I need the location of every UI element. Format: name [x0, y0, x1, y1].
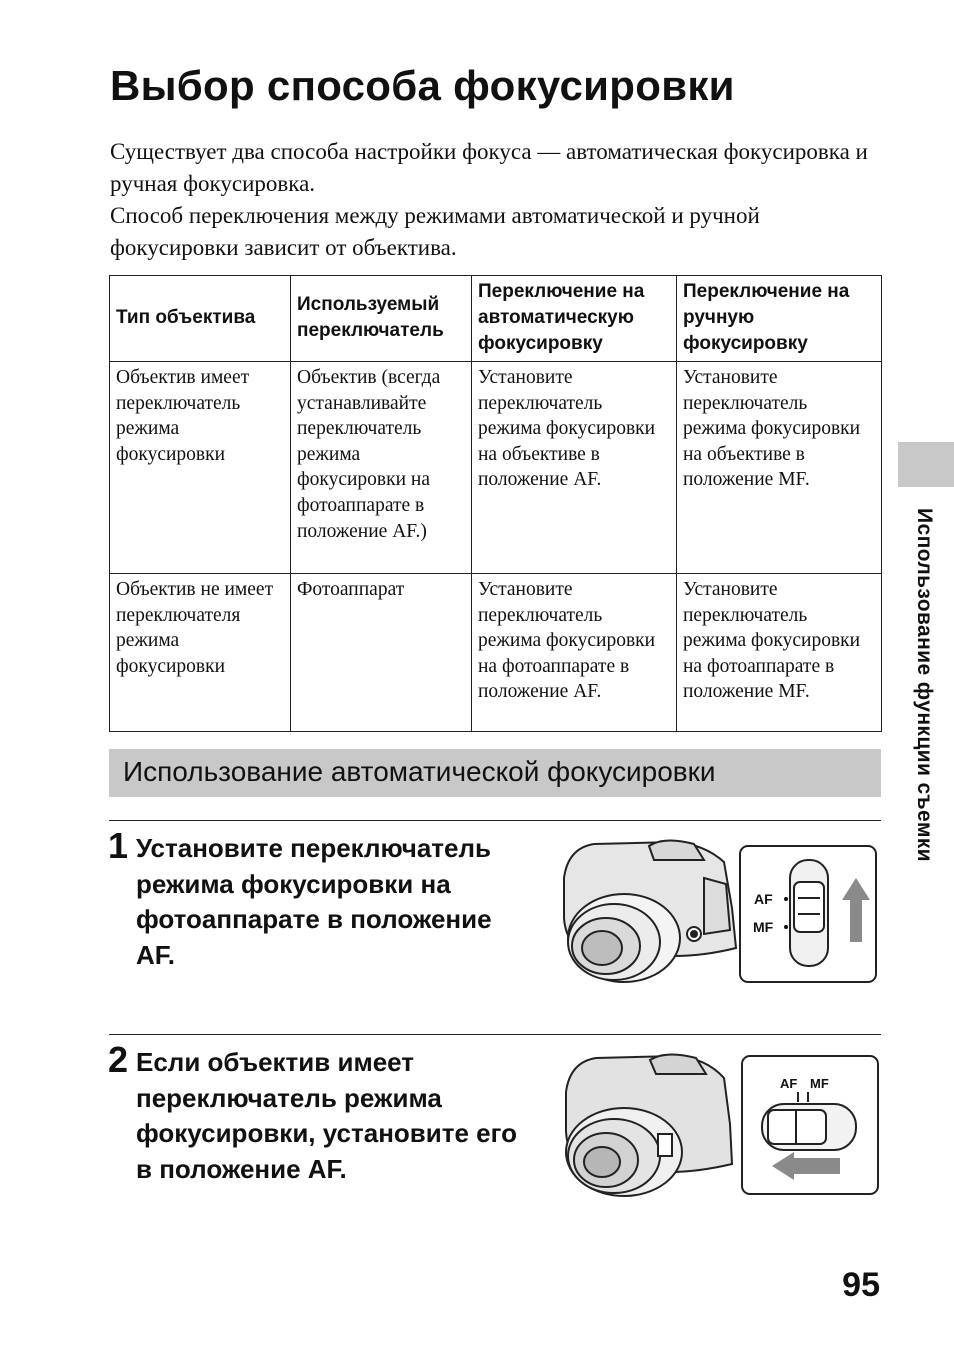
table-row — [110, 362, 882, 574]
section-header-bar — [109, 749, 881, 797]
step-divider — [109, 820, 881, 821]
table-cell: Объектив имеет переключатель режима фокусировки — [110, 362, 291, 574]
step-2-text: Если объектив имеет переключатель режима фокусировки, установите его в положение AF. — [136, 1047, 518, 1184]
table-row — [110, 574, 882, 732]
table-cell: Установите переключатель режима фокусировки на объективе в положение AF. — [472, 362, 677, 574]
step-1-number: 1 — [108, 825, 129, 866]
table-cell: Установите переключатель режима фокусировки на объективе в положение MF. — [677, 362, 882, 574]
table-cell: Объектив (всегда устанавливайте переключатель режима фокусировки на фотоаппарате в положение AF.) — [291, 362, 472, 574]
table-header-row — [110, 276, 882, 362]
focus-method-table — [109, 275, 882, 732]
table-cell: Объектив не имеет переключателя режима фокусировки — [110, 574, 291, 732]
side-section-label: Использование функции съемки — [913, 508, 936, 862]
camera-illustration-svg — [554, 838, 884, 986]
intro-paragraph-1: Существует два способа настройки фокуса — автоматическая фокусировка и ручная фокусировка. — [110, 139, 868, 196]
camera-af-switch-illustration — [554, 838, 884, 986]
table-header-switch-to-af: Переключение на автоматическую фокусировку — [472, 276, 677, 362]
lens-af-switch-illustration — [558, 1052, 884, 1198]
table-cell: Установите переключатель режима фокусировки на фотоаппарате в положение AF. — [472, 574, 677, 732]
section-title: Использование автоматической фокусировки — [123, 756, 716, 787]
lens-switch-mf-label: MF — [810, 1076, 829, 1091]
side-tab-marker — [898, 442, 954, 487]
table-header-lens-type: Тип объектива — [110, 276, 291, 362]
step-divider — [109, 1034, 881, 1035]
table-header-switch-to-mf: Переключение на ручную фокусировку — [677, 276, 882, 362]
table-header-switch-used: Используемый переключатель — [291, 276, 472, 362]
step-1-text: Установите переключатель режима фокусировки на фотоаппарате в положение AF. — [136, 833, 492, 970]
lens-switch-af-label: AF — [780, 1076, 798, 1091]
table-cell: Фотоаппарат — [291, 574, 472, 732]
camera-switch-mf-label: MF — [753, 919, 774, 935]
page-title: Выбор способа фокусировки — [110, 62, 735, 109]
intro-paragraph-2: Способ переключения между режимами автоматической и ручной фокусировки зависит от объектива. — [110, 203, 760, 260]
intro-text — [110, 136, 870, 264]
table-cell: Установите переключатель режима фокусировки на фотоаппарате в положение MF. — [677, 574, 882, 732]
lens-illustration-svg — [558, 1052, 884, 1198]
camera-switch-af-label: AF — [754, 891, 773, 907]
page-number: 95 — [842, 1266, 880, 1304]
step-2-number: 2 — [108, 1039, 129, 1080]
